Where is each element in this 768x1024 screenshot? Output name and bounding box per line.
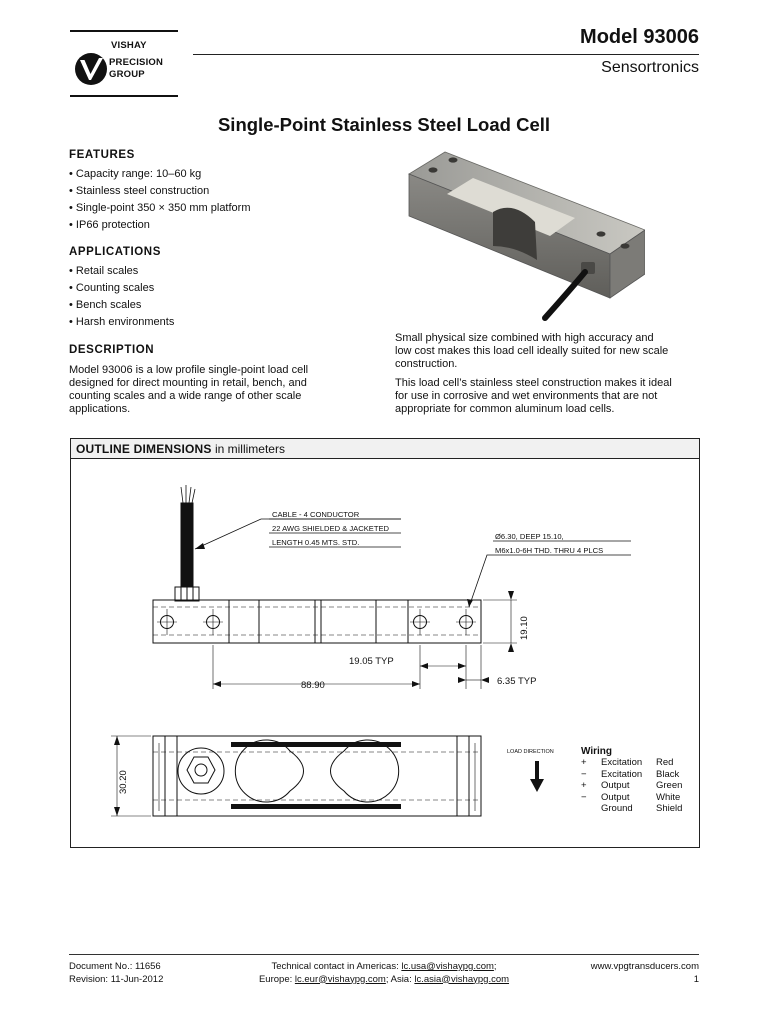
top-view-edge-bar-bottom — [231, 804, 401, 809]
header-rule — [193, 54, 699, 55]
table-row — [581, 757, 674, 769]
description-right-para-1 — [395, 332, 668, 371]
logo-bottom-rule — [70, 95, 178, 97]
text-line: applications. — [69, 403, 131, 415]
americas-email-link[interactable]: lc.usa@vishaypg.com — [401, 961, 494, 972]
dim-edge-label: 6.35 TYP — [497, 676, 537, 687]
contact-label: Europe: — [258, 973, 295, 985]
document-number: Document No.: 11656 — [69, 961, 161, 972]
hole-note-line-2: M6x1.0-6H THD. THRU 4 PLCS — [495, 546, 604, 555]
wire-function: Ground — [601, 802, 633, 814]
description-heading: DESCRIPTION — [69, 344, 155, 356]
wire-sign: − — [581, 768, 587, 780]
text-line: for use in corrosive and wet environments that are not — [395, 390, 658, 402]
applications-list — [69, 263, 174, 331]
outline-dimensions-panel — [70, 438, 700, 848]
features-heading: FEATURES — [69, 149, 135, 161]
text-line: Small physical size combined with high accuracy and — [395, 332, 654, 344]
wire-sign: + — [581, 780, 587, 792]
wire-function: Output — [601, 791, 630, 803]
dim-width-label: 30.20 — [118, 770, 129, 794]
list-item: • Bench scales — [69, 297, 174, 314]
text-line: counting scales and a wide range of other scale — [69, 390, 302, 402]
revision-date: Revision: 11-Jun-2012 — [69, 973, 164, 985]
description-right-para-2 — [395, 377, 672, 416]
top-view-edge-bar-top — [231, 742, 401, 747]
list-item: • Retail scales — [69, 263, 174, 280]
footer-rule — [69, 954, 699, 955]
logo-line-1: VISHAY — [111, 40, 147, 51]
table-row — [581, 802, 683, 814]
wire-function: Excitation — [601, 757, 643, 769]
list-item: • Single-point 350 × 350 mm platform — [69, 200, 251, 217]
logo-line-3: GROUP — [109, 69, 145, 80]
cable-icon — [181, 503, 193, 595]
wire-color: Shield — [656, 802, 683, 814]
list-item: • IP66 protection — [69, 217, 251, 234]
europe-email-link[interactable]: lc.eur@vishaypg.com — [294, 973, 386, 985]
list-item: • Capacity range: 10–60 kg — [69, 166, 251, 183]
table-row — [581, 780, 683, 792]
website-link[interactable]: www.vpgtransducers.com — [590, 961, 699, 972]
wire-sign: + — [581, 757, 587, 769]
wire-function: Excitation — [601, 768, 643, 780]
text-line: designed for direct mounting in retail, bench, and — [69, 377, 307, 389]
description-left-text — [69, 364, 308, 416]
page-number: 1 — [693, 973, 699, 985]
load-direction-label: LOAD DIRECTION — [507, 749, 554, 755]
asia-email-link[interactable]: lc.asia@vishaypg.com — [414, 973, 510, 985]
wire-function: Output — [601, 780, 630, 792]
text-line: appropriate for common aluminum load cells. — [395, 403, 615, 415]
logo-line-2: PRECISION — [109, 57, 164, 68]
wire-color: Black — [656, 768, 680, 780]
cable-note-line-2: 22 AWG SHIELDED & JACKETED — [272, 524, 390, 533]
model-number: Model 93006 — [580, 26, 699, 48]
footer-right — [591, 961, 699, 986]
list-item: • Stainless steel construction — [69, 183, 251, 200]
wire-color: Red — [656, 757, 674, 769]
text-line: construction. — [395, 358, 458, 370]
hole-note-line-1: Ø6.30, DEEP 15.10, — [495, 532, 564, 541]
list-item: • Harsh environments — [69, 314, 174, 331]
outline-dimensions-heading: OUTLINE DIMENSIONS — [76, 442, 212, 456]
dim-height-label: 19.10 — [519, 616, 530, 640]
outline-dimensions-header — [71, 439, 699, 459]
applications-heading: APPLICATIONS — [69, 246, 161, 258]
table-row — [581, 768, 680, 780]
list-item: • Counting scales — [69, 280, 174, 297]
brand-name: Sensortronics — [601, 59, 699, 76]
outline-unit-note: in millimeters — [211, 442, 285, 456]
text-line: This load cell’s stainless steel construction makes it ideal — [395, 377, 672, 389]
wire-sign: − — [581, 791, 587, 803]
cable-note-line-1: CABLE - 4 CONDUCTOR — [272, 510, 360, 519]
vpg-logo-mark-icon — [74, 52, 108, 86]
text-line: low cost makes this load cell ideally suited for new scale — [395, 345, 669, 357]
text-line: Model 93006 is a low profile single-point load cell — [69, 364, 309, 376]
dim-hole-spacing-label: 19.05 TYP — [349, 656, 394, 667]
contact-label: Technical contact in Americas: — [271, 961, 402, 972]
wiring-table — [581, 746, 683, 814]
load-cell-photo — [405, 150, 645, 325]
page-title: Single-Point Stainless Steel Load Cell — [217, 114, 551, 135]
logo-top-rule — [70, 30, 178, 32]
vishay-logo — [70, 30, 178, 98]
load-direction-arrow-icon — [530, 779, 544, 792]
cable-note-line-3: LENGTH 0.45 MTS. STD. — [272, 538, 360, 547]
dim-length-label: 88.90 — [301, 680, 325, 691]
side-view-body — [153, 600, 481, 643]
wire-color: White — [656, 791, 681, 803]
contact-label: ; Asia: — [385, 973, 415, 985]
wiring-title: Wiring — [581, 746, 613, 757]
contact-suffix: ; — [493, 961, 497, 972]
wire-color: Green — [656, 780, 683, 792]
table-row — [581, 791, 681, 803]
features-list — [69, 166, 251, 234]
